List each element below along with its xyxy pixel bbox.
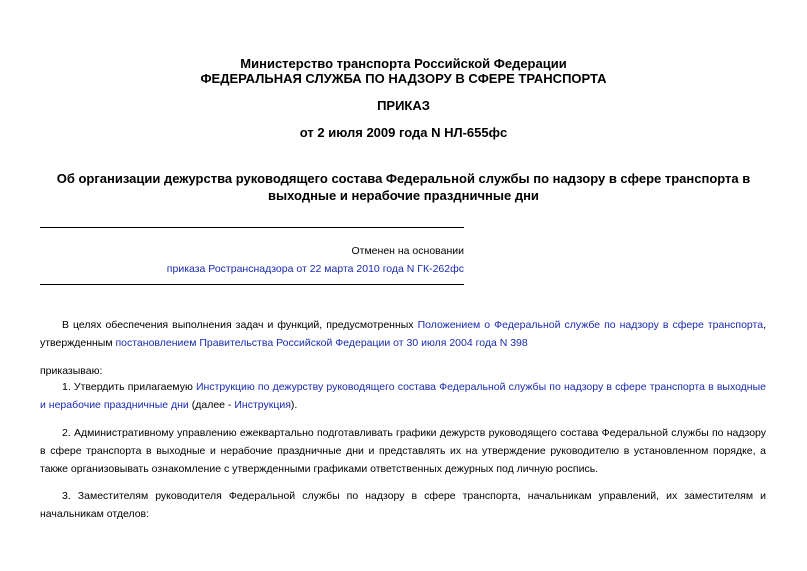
annulment-label: Отменен на основании	[351, 245, 464, 257]
government-decree-link[interactable]: постановлением Правительства Российской Федерации от 30 июля 2004 года N 398	[115, 337, 528, 349]
item-2-paragraph: 2. Административному управлению ежеквартально подготавливать графики дежурств руководящего состава Федеральной службы по надзору в сфере транспорта в выходные и нерабочие праздничные дни и представлять их на утверждение руководителю в установленном порядке, а также организовывать ознакомление с утвержденными графиками ответственных дежурных под личную роспись.	[40, 427, 766, 475]
preamble-paragraph	[40, 316, 766, 352]
item-1-text-1: 1. Утвердить прилагаемую	[62, 381, 196, 393]
order-word: приказываю:	[40, 365, 103, 377]
regulation-link[interactable]: Положением о Федеральной службе по надзору в сфере транспорта	[417, 319, 764, 331]
document-type: ПРИКАЗ	[377, 98, 430, 113]
preamble-text-2: , утвержденным	[40, 319, 766, 349]
instruction-short-link[interactable]: Инструкция	[234, 399, 291, 411]
item-3-paragraph: 3. Заместителям руководителя Федеральной службы по надзору в сфере транспорта, начальникам управлений, их заместителям и начальникам отделов:	[40, 490, 766, 520]
item-1-text-2: (далее -	[188, 399, 235, 411]
service-name: ФЕДЕРАЛЬНАЯ СЛУЖБА ПО НАДЗОРУ В СФЕРЕ ТРАНСПОРТА	[200, 71, 607, 86]
instruction-link[interactable]: Инструкцию по дежурству руководящего состава Федеральной службы по надзору в сфере транспорта в выходные и нерабочие праздничные дни	[40, 381, 766, 411]
ministry-name: Министерство транспорта Российской Федерации	[240, 56, 567, 71]
preamble-text-1: В целях обеспечения выполнения задач и функций, предусмотренных	[62, 319, 418, 331]
annulment-order-link[interactable]: приказа Ространснадзора от 22 марта 2010 года N ГК-262фс	[166, 263, 464, 275]
document-date-number: от 2 июля 2009 года N НЛ-655фс	[299, 125, 508, 140]
annulment-bottom-divider	[40, 284, 464, 285]
item-1-paragraph	[40, 378, 766, 414]
document-title: Об организации дежурства руководящего состава Федеральной службы по надзору в сфере транспорта в выходные и нерабочие праздничные дни	[56, 171, 751, 203]
item-1-text-3: ).	[290, 399, 298, 411]
annulment-note-line	[167, 262, 464, 276]
annulment-top-divider	[40, 227, 464, 228]
